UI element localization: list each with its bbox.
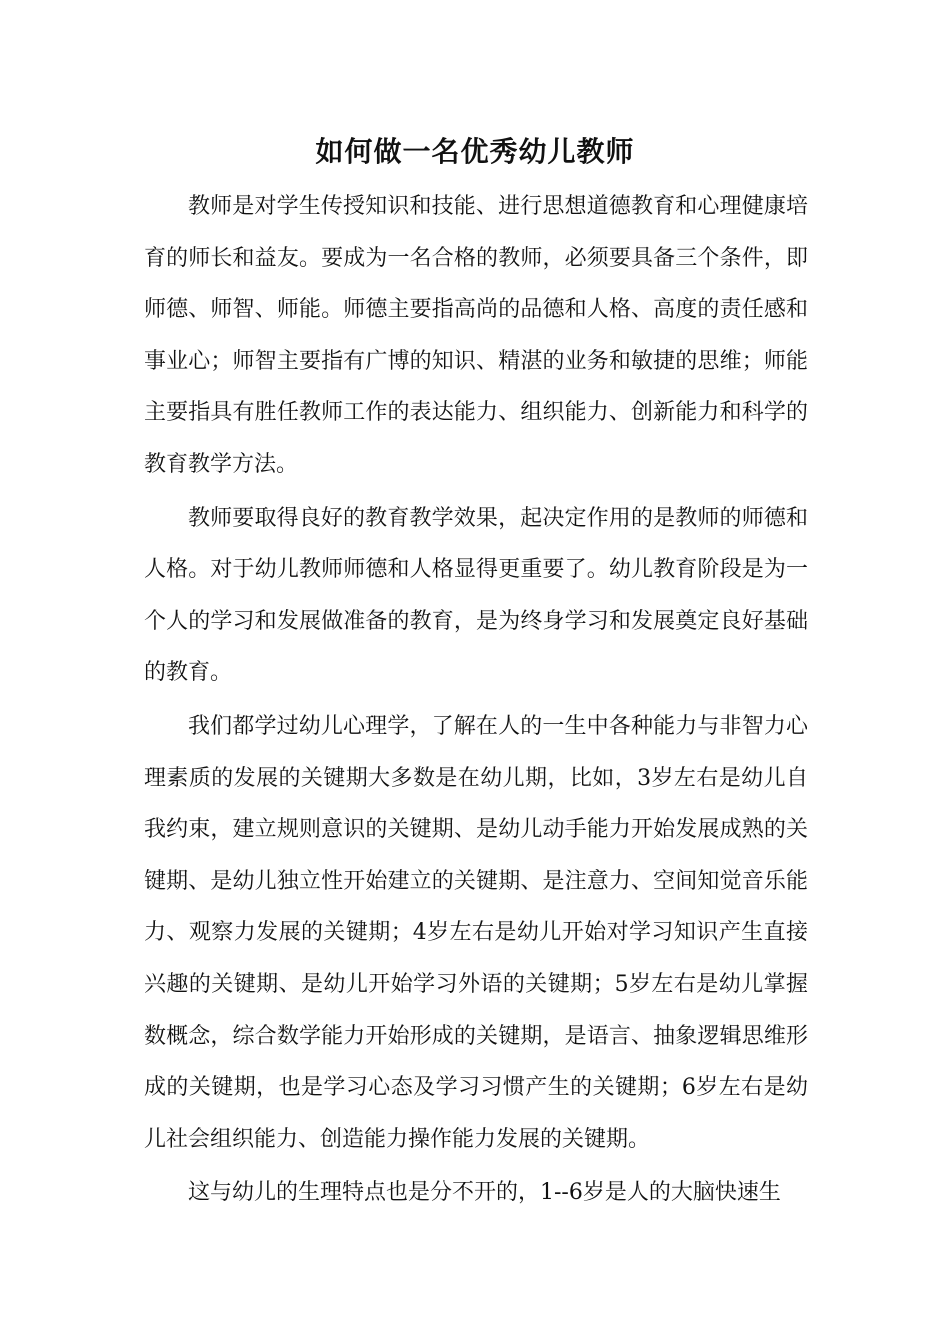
- document-body: [144, 181, 808, 1221]
- paragraph-2: 教师要取得良好的教育教学效果，起决定作用的是教师的师德和人格。对于幼儿教师师德和人格显得更重要了。幼儿教育阶段是为一个人的学习和发展做准备的教育，是为终身学习和发展奠定良好基础的教育。: [144, 505, 808, 686]
- paragraph-3: 我们都学过幼儿心理学，了解在人的一生中各种能力与非智力心理素质的发展的关键期大多数是在幼儿期，比如，3岁左右是幼儿自我约束，建立规则意识的关键期、是幼儿动手能力开始发展成熟的关键期、是幼儿独立性开始建立的关键期、是注意力、空间知觉音乐能力、观察力发展的关键期；4岁左右是幼儿开始对学习知识产生直接兴趣的关键期、是幼儿开始学习外语的关键期；5岁左右是幼儿掌握数概念，综合数学能力开始形成的关键期，是语言、抽象逻辑思维形成的关键期，也是学习心态及学习习惯产生的关键期；6岁左右是幼儿社会组织能力、创造能力操作能力发展的关键期。: [144, 713, 808, 1152]
- document-title: 如何做一名优秀幼儿教师: [315, 135, 635, 168]
- paragraph-1: 教师是对学生传授知识和技能、进行思想道德教育和心理健康培育的师长和益友。要成为一名合格的教师，必须要具备三个条件，即师德、师智、师能。师德主要指高尚的品德和人格、高度的责任感和事业心；师智主要指有广博的知识、精湛的业务和敏捷的思维；师能主要指具有胜任教师工作的表达能力、组织能力、创新能力和科学的教育教学方法。: [144, 194, 808, 477]
- paragraph-4: 这与幼儿的生理特点也是分不开的，1--6岁是人的大脑快速生: [188, 1180, 781, 1206]
